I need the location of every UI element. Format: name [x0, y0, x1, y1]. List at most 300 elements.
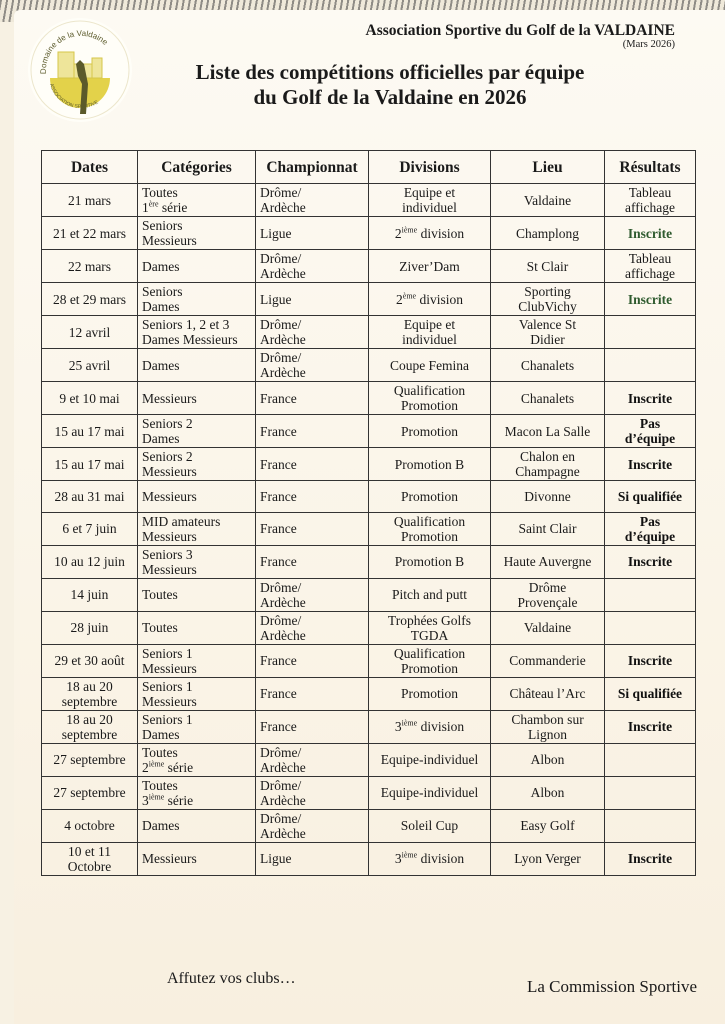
cell-championnat-line: Drôme/: [260, 579, 302, 595]
cell-division-line: individuel: [402, 332, 457, 347]
cell-category: [138, 349, 256, 382]
cell-championnat-line: France: [260, 521, 297, 537]
cell-championnat: [256, 481, 369, 513]
cell-category: [138, 283, 256, 316]
cell-date-line: 18 au 20 septembre: [61, 678, 118, 709]
cell-division: [369, 316, 491, 349]
cell-championnat-line: France: [260, 423, 297, 439]
cell-championnat-line: France: [260, 686, 297, 702]
cell-category: [138, 448, 256, 481]
cell-championnat: [256, 415, 369, 448]
cell-category-line: Toutes: [142, 587, 178, 603]
cell-division: [369, 349, 491, 382]
cell-category-line: Messieurs: [142, 851, 197, 867]
cell-championnat: [256, 349, 369, 382]
table-row: [42, 316, 696, 349]
cell-championnat-line: Ardèche: [260, 759, 306, 775]
cell-date-line: 14 juin: [70, 587, 109, 603]
cell-category: [138, 776, 256, 809]
table-row: [42, 611, 696, 644]
cell-category-line: Seniors 3: [142, 546, 193, 562]
cell-category: [138, 250, 256, 283]
cell-resultat: [605, 809, 696, 842]
cell-date-line: 18 au 20 septembre: [61, 711, 118, 742]
cell-division: [369, 184, 491, 217]
table-row: [42, 382, 696, 415]
table-row: [42, 809, 696, 842]
cell-division: [369, 448, 491, 481]
cell-category-line: Messieurs: [142, 660, 197, 676]
header-resultats: Résultats: [605, 151, 696, 184]
cell-resultat-line: Tableau: [628, 251, 672, 266]
cell-lieu-line: Divonne: [524, 488, 571, 504]
cell-division-line: Trophées Golfs: [387, 612, 472, 628]
table-row: [42, 184, 696, 217]
footer-slogan: Affutez vos clubs…: [167, 970, 296, 987]
cell-date-line: 21 et 22 mars: [52, 225, 127, 241]
cell-category-line: Toutes: [142, 620, 178, 636]
cell-resultat: [605, 611, 696, 644]
cell-division-line: 2ème division: [396, 291, 463, 307]
cell-championnat-line: France: [260, 390, 297, 406]
cell-championnat-line: Drôme/: [260, 251, 302, 266]
cell-category-line: Messieurs: [142, 561, 197, 577]
cell-date-line: 15 au 17 mai: [54, 456, 125, 472]
cell-championnat-line: France: [260, 456, 297, 472]
cell-championnat-line: Drôme/: [260, 777, 302, 793]
cell-division: [369, 710, 491, 743]
cell-division-line: Equipe et: [403, 317, 456, 332]
cell-category: [138, 578, 256, 611]
cell-championnat-line: Ligue: [260, 851, 292, 867]
cell-resultat: [605, 250, 696, 283]
cell-championnat-line: Ligue: [260, 291, 292, 307]
cell-lieu: [491, 415, 605, 448]
cell-championnat: [256, 250, 369, 283]
svg-text:ASSOCIATION SPORTIVE: ASSOCIATION SPORTIVE: [48, 82, 100, 111]
cell-championnat: [256, 545, 369, 578]
cell-resultat: [605, 578, 696, 611]
cell-category-line: Seniors 1: [142, 645, 193, 661]
cell-division-line: Promotion: [400, 488, 458, 504]
header-categories: Catégories: [138, 151, 256, 184]
cell-lieu-line: Valdaine: [523, 620, 572, 636]
cell-date-line: 28 juin: [70, 620, 109, 636]
cell-resultat-line: Inscrite: [627, 554, 673, 570]
cell-resultat: [605, 415, 696, 448]
cell-category: [138, 842, 256, 875]
table-row: [42, 415, 696, 448]
cell-division: [369, 776, 491, 809]
cell-category-line: Seniors 1: [142, 678, 193, 694]
cell-date: [42, 250, 138, 283]
cell-division-line: Qualification: [393, 645, 466, 661]
cell-division: [369, 415, 491, 448]
cell-lieu-line: Champagne: [515, 464, 580, 479]
cell-lieu: [491, 481, 605, 513]
cell-category-line: Toutes: [142, 777, 178, 793]
cell-division: [369, 677, 491, 710]
cell-category-line: Dames: [142, 258, 180, 274]
cell-category-line: Dames: [142, 818, 180, 834]
cell-category-line: 2ième série: [142, 759, 194, 775]
cell-division-line: 2ième division: [394, 225, 465, 241]
cell-lieu-line: Chambon sur: [511, 711, 584, 727]
document-date: (Mars 2026): [622, 39, 675, 50]
cell-division: [369, 283, 491, 316]
cell-date-line: 28 au 31 mai: [54, 488, 125, 504]
svg-text:Domaine de la Valdaine: Domaine de la Valdaine: [38, 28, 110, 75]
page-title-line2: du Golf de la Valdaine en 2026: [253, 85, 527, 109]
table-row: [42, 743, 696, 776]
cell-resultat-line: Inscrite: [627, 719, 673, 735]
table-row: [42, 677, 696, 710]
cell-category-line: Messieurs: [142, 693, 197, 709]
cell-date-line: 21 mars: [67, 192, 112, 208]
cell-lieu-line: Lignon: [528, 726, 567, 742]
cell-division-line: Promotion: [400, 528, 458, 544]
cell-date: [42, 743, 138, 776]
cell-lieu: [491, 316, 605, 349]
cell-resultat: [605, 545, 696, 578]
cell-championnat-line: Drôme/: [260, 185, 302, 200]
cell-category-line: Seniors: [142, 218, 183, 233]
cell-division-line: Pitch and putt: [392, 587, 467, 603]
cell-category: [138, 184, 256, 217]
cell-division-line: Qualification: [393, 383, 466, 398]
table-row: [42, 710, 696, 743]
cell-division-line: Promotion: [400, 686, 458, 702]
cell-resultat: [605, 382, 696, 415]
cell-category-line: Seniors 2: [142, 416, 193, 431]
cell-date: [42, 448, 138, 481]
table-row: [42, 448, 696, 481]
cell-lieu-line: Commanderie: [509, 653, 586, 669]
cell-division-line: Promotion: [400, 423, 458, 439]
table-row: [42, 578, 696, 611]
cell-division: [369, 382, 491, 415]
cell-category-line: Messieurs: [142, 528, 197, 544]
cell-date-line: 10 et 11 Octobre: [67, 843, 112, 874]
cell-resultat-line: Inscrite: [627, 225, 673, 241]
cell-resultat-line: Inscrite: [627, 456, 673, 472]
cell-championnat-line: France: [260, 488, 297, 504]
cell-date: [42, 512, 138, 545]
cell-lieu-line: Provençale: [517, 594, 578, 610]
cell-resultat-line: affichage: [625, 200, 675, 215]
cell-date: [42, 316, 138, 349]
cell-category: [138, 611, 256, 644]
cell-division: [369, 250, 491, 283]
cell-resultat: [605, 842, 696, 875]
header-divisions: Divisions: [369, 151, 491, 184]
cell-date: [42, 184, 138, 217]
cell-resultat: [605, 316, 696, 349]
cell-championnat: [256, 677, 369, 710]
table-row: [42, 512, 696, 545]
cell-division-line: individuel: [402, 200, 457, 215]
cell-resultat-line: Pas: [639, 416, 661, 431]
cell-championnat-line: Drôme/: [260, 317, 302, 332]
cell-category-line: Messieurs: [142, 390, 197, 406]
cell-division: [369, 217, 491, 250]
cell-lieu-line: Drôme: [528, 579, 567, 595]
cell-date: [42, 842, 138, 875]
cell-resultat: [605, 217, 696, 250]
cell-lieu: [491, 611, 605, 644]
cell-division-line: Qualification: [393, 513, 466, 529]
cell-championnat-line: Ardèche: [260, 792, 306, 808]
table-header-row: [42, 151, 696, 184]
cell-category: [138, 677, 256, 710]
cell-category-line: Messieurs: [142, 488, 197, 504]
cell-championnat: [256, 316, 369, 349]
cell-resultat: [605, 512, 696, 545]
cell-championnat: [256, 184, 369, 217]
cell-category: [138, 512, 256, 545]
table-row: [42, 545, 696, 578]
cell-category: [138, 710, 256, 743]
cell-division: [369, 481, 491, 513]
cell-championnat: [256, 644, 369, 677]
cell-date: [42, 415, 138, 448]
cell-championnat-line: Ardèche: [260, 200, 306, 215]
cell-championnat-line: France: [260, 554, 297, 570]
cell-category: [138, 481, 256, 513]
cell-lieu-line: ClubVichy: [518, 299, 577, 314]
cell-division-line: Equipe-individuel: [380, 752, 479, 768]
cell-championnat: [256, 611, 369, 644]
cell-resultat-line: affichage: [625, 266, 675, 281]
cell-resultat-line: Inscrite: [627, 390, 673, 406]
cell-resultat: [605, 283, 696, 316]
cell-lieu: [491, 776, 605, 809]
cell-date: [42, 644, 138, 677]
table-row: [42, 250, 696, 283]
page-title-line1: Liste des compétitions officielles par équipe: [195, 60, 585, 84]
cell-date-line: 12 avril: [68, 324, 111, 340]
header-lieu: Lieu: [491, 151, 605, 184]
cell-lieu-line: Chanalets: [520, 390, 575, 406]
cell-lieu: [491, 644, 605, 677]
cell-resultat: [605, 677, 696, 710]
cell-resultat: [605, 349, 696, 382]
cell-lieu: [491, 382, 605, 415]
cell-division-line: 3ième division: [394, 850, 465, 867]
cell-lieu-line: Albon: [530, 785, 565, 801]
cell-division-line: Soleil Cup: [400, 818, 459, 834]
cell-lieu-line: Château l’Arc: [509, 686, 586, 702]
cell-division-line: Promotion: [400, 660, 458, 676]
cell-category-line: 1ère série: [142, 199, 188, 215]
cell-lieu-line: Didier: [530, 332, 565, 347]
cell-lieu-line: Sporting: [524, 284, 571, 299]
cell-division-line: Promotion B: [394, 456, 465, 472]
cell-date: [42, 545, 138, 578]
cell-resultat-line: Tableau: [628, 185, 672, 200]
cell-resultat-line: Si qualifiée: [617, 686, 683, 702]
cell-lieu: [491, 809, 605, 842]
cell-category-line: Dames Messieurs: [142, 332, 238, 347]
cell-resultat: [605, 448, 696, 481]
cell-date: [42, 283, 138, 316]
cell-category: [138, 382, 256, 415]
cell-championnat-line: Drôme/: [260, 810, 302, 826]
cell-lieu: [491, 349, 605, 382]
cell-date: [42, 677, 138, 710]
cell-resultat-line: Si qualifiée: [617, 488, 683, 504]
cell-lieu: [491, 184, 605, 217]
cell-resultat-line: d’équipe: [624, 431, 676, 446]
cell-lieu-line: Valence St: [518, 317, 577, 332]
table-row: [42, 217, 696, 250]
cell-division: [369, 644, 491, 677]
cell-category-line: Messieurs: [142, 233, 197, 248]
cell-resultat: [605, 710, 696, 743]
competitions-table: [41, 150, 696, 876]
header-championnat: Championnat: [256, 151, 369, 184]
cell-lieu-line: Champlong: [516, 225, 579, 241]
cell-resultat-line: Pas: [639, 513, 661, 529]
cell-category-line: Toutes: [142, 185, 178, 200]
cell-resultat: [605, 481, 696, 513]
cell-championnat-line: Ardèche: [260, 594, 306, 610]
cell-date-line: 27 septembre: [53, 785, 126, 801]
cell-division-line: Coupe Femina: [389, 357, 470, 373]
logo: [28, 18, 132, 122]
cell-championnat-line: Drôme/: [260, 612, 302, 628]
table-row: [42, 644, 696, 677]
cell-championnat-line: Ligue: [260, 225, 292, 241]
cell-category-line: Dames: [142, 726, 180, 742]
cell-division-line: Promotion: [400, 398, 458, 413]
cell-division-line: Promotion B: [394, 554, 465, 570]
cell-division: [369, 545, 491, 578]
cell-resultat-line: Inscrite: [627, 653, 673, 669]
cell-date-line: 28 et 29 mars: [52, 291, 127, 307]
cell-resultat-line: Inscrite: [627, 851, 673, 867]
cell-championnat: [256, 217, 369, 250]
cell-date: [42, 349, 138, 382]
cell-division-line: Equipe-individuel: [380, 785, 479, 801]
cell-lieu-line: Valdaine: [523, 192, 572, 208]
cell-lieu: [491, 842, 605, 875]
cell-lieu-line: Chalon en: [519, 449, 576, 464]
cell-lieu-line: Chanalets: [520, 357, 575, 373]
cell-division: [369, 743, 491, 776]
cell-division: [369, 842, 491, 875]
cell-lieu-line: Saint Clair: [518, 521, 577, 537]
cell-division-line: 3ième division: [394, 718, 465, 735]
cell-category-line: Dames: [142, 431, 180, 446]
cell-date: [42, 481, 138, 513]
cell-category: [138, 743, 256, 776]
cell-championnat: [256, 842, 369, 875]
cell-resultat: [605, 776, 696, 809]
cell-lieu-line: Easy Golf: [520, 818, 575, 834]
cell-lieu: [491, 710, 605, 743]
cell-date: [42, 710, 138, 743]
cell-category-line: MID amateurs: [142, 513, 221, 529]
cell-lieu: [491, 448, 605, 481]
cell-lieu: [491, 545, 605, 578]
cell-championnat: [256, 809, 369, 842]
cell-category-line: Seniors: [142, 284, 183, 299]
cell-division-line: Ziver’Dam: [399, 258, 460, 274]
cell-championnat-line: France: [260, 719, 297, 735]
cell-championnat-line: Ardèche: [260, 627, 306, 643]
cell-category-line: Toutes: [142, 744, 178, 760]
header-dates: Dates: [42, 151, 138, 184]
cell-division: [369, 512, 491, 545]
cell-resultat-line: Inscrite: [627, 291, 673, 307]
cell-date-line: 22 mars: [67, 258, 112, 274]
cell-date: [42, 809, 138, 842]
cell-category-line: Seniors 2: [142, 449, 193, 464]
cell-lieu-line: Haute Auvergne: [503, 554, 592, 570]
cell-championnat-line: Drôme/: [260, 744, 302, 760]
cell-category-line: 3ième série: [142, 792, 194, 808]
cell-category-line: Seniors 1, 2 et 3: [142, 317, 230, 332]
cell-resultat: [605, 644, 696, 677]
organization-name: Association Sportive du Golf de la VALDAINE: [365, 22, 675, 39]
cell-championnat-line: Ardèche: [260, 825, 306, 841]
cell-championnat-line: Ardèche: [260, 266, 306, 281]
cell-championnat: [256, 512, 369, 545]
cell-date: [42, 217, 138, 250]
cell-lieu: [491, 578, 605, 611]
cell-category: [138, 545, 256, 578]
cell-championnat: [256, 448, 369, 481]
cell-date: [42, 382, 138, 415]
cell-category-line: Dames: [142, 357, 180, 373]
cell-date-line: 29 et 30 août: [54, 653, 125, 669]
cell-date-line: 10 au 12 juin: [54, 554, 125, 570]
cell-championnat: [256, 710, 369, 743]
cell-category: [138, 809, 256, 842]
cell-lieu: [491, 217, 605, 250]
cell-date: [42, 776, 138, 809]
cell-lieu-line: Lyon Verger: [514, 851, 581, 867]
cell-lieu-line: Macon La Salle: [504, 423, 591, 439]
cell-date-line: 15 au 17 mai: [54, 423, 125, 439]
cell-division: [369, 809, 491, 842]
footer-signature: La Commission Sportive: [527, 977, 697, 996]
cell-division: [369, 611, 491, 644]
cell-date-line: 9 et 10 mai: [59, 390, 120, 406]
table-row: [42, 481, 696, 513]
cell-championnat-line: Ardèche: [260, 332, 306, 347]
cell-category-line: Dames: [142, 299, 180, 314]
cell-resultat-line: d’équipe: [624, 528, 676, 544]
cell-lieu: [491, 743, 605, 776]
cell-division-line: TGDA: [410, 627, 449, 643]
cell-championnat: [256, 578, 369, 611]
cell-division-line: Equipe et: [403, 185, 456, 200]
cell-championnat-line: France: [260, 653, 297, 669]
cell-lieu: [491, 250, 605, 283]
cell-championnat: [256, 283, 369, 316]
cell-category: [138, 316, 256, 349]
cell-championnat: [256, 776, 369, 809]
cell-date-line: 4 octobre: [64, 818, 115, 834]
cell-lieu-line: St Clair: [526, 258, 569, 274]
cell-date-line: 27 septembre: [53, 752, 126, 768]
cell-lieu: [491, 512, 605, 545]
cell-championnat-line: Drôme/: [260, 350, 302, 365]
cell-lieu: [491, 677, 605, 710]
cell-date-line: 25 avril: [68, 357, 111, 373]
